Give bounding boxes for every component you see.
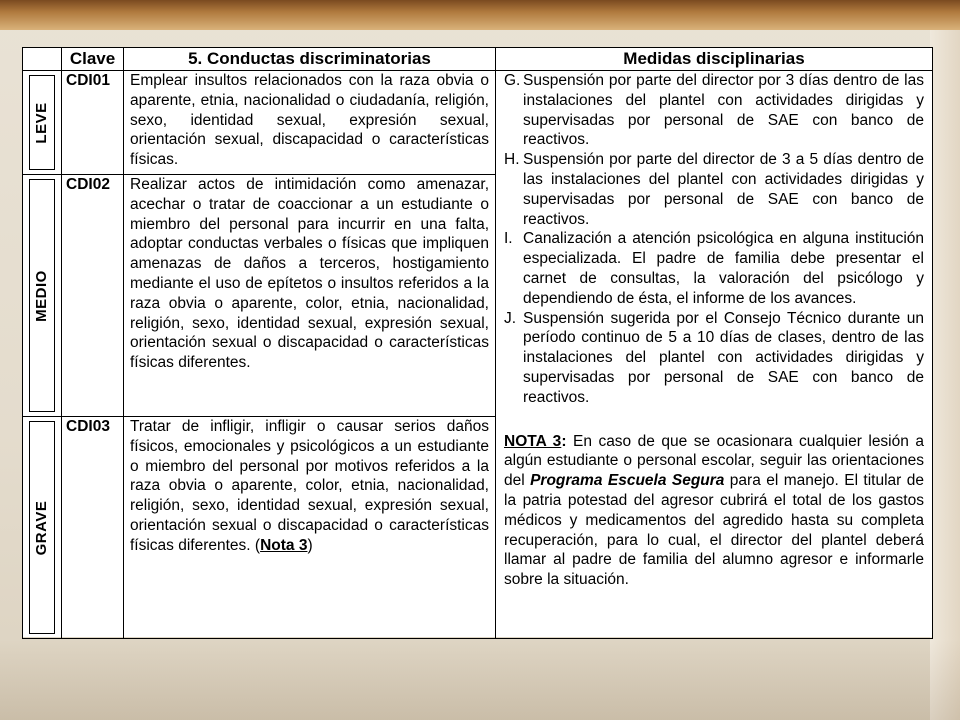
- level-cell: [23, 71, 62, 175]
- medida-text: Suspensión sugerida por el Consejo Técnico durante un período continuo de 5 a 10 días de clases, dentro de las instalaciones del plantel con actividades dirigidas y supervisadas por personal de SAE con banco de reactivos.: [523, 309, 924, 406]
- nota-label: NOTA 3: [504, 432, 562, 450]
- level-label: LEVE: [33, 101, 51, 144]
- medida-text: Suspensión por parte del director de 3 a 5 días dentro de las instalaciones del plantel con actividades dirigidas y supervisadas por personal de SAE con banco de reactivos.: [523, 151, 924, 228]
- conducta-text: Tratar de infligir, infligir o causar serios daños físicos, emocionales y psicológicos a un estudiante o miembro del personal por motivos referidos a la raza obvia o aparente, color, etnia, nacionalidad, religión, sexo, identidad sexual, expresión sexual, orientación sexual o discapacidad o características físicas diferentes. (: [130, 418, 489, 554]
- conducta-cell: [124, 417, 496, 639]
- medida-text: Canalización a atención psicológica en alguna institución especializada. El padre de familia debe presentar el carnet de consultas, la valoración del psicólogo y dependiendo de ésta, el informe de los avances.: [523, 230, 924, 307]
- program-name: Programa Escuela Segura: [530, 472, 725, 490]
- level-label: MEDIO: [33, 269, 51, 322]
- header-conductas: 5. Conductas discriminatorias: [124, 48, 496, 71]
- header-row: [23, 48, 933, 71]
- document-sheet: [22, 47, 932, 637]
- medida-letter: J.: [504, 309, 517, 327]
- nota-colon: :: [561, 432, 567, 450]
- table-row: [23, 71, 933, 175]
- medida-letter: I.: [504, 230, 513, 248]
- clave-cell: CDI01: [62, 71, 124, 175]
- medida-item: [504, 229, 924, 308]
- medida-item: [504, 150, 924, 229]
- medida-item: [504, 71, 924, 150]
- clave-cell: CDI02: [62, 175, 124, 417]
- medida-item: [504, 309, 924, 408]
- right-decor-band: [930, 30, 960, 720]
- bottom-decor-shade: [0, 640, 960, 720]
- top-decor-bar: [0, 0, 960, 30]
- conducta-cell: Realizar actos de intimidación como amenazar, acechar o tratar de coaccionar a un estudiante o miembro del personal para incurrir en una falta, adoptar conductas verbales o físicas que impliquen amenazas de daños a terceros, hostigamiento mediante el uso de epítetos o insultos referidos a la raza obvia o aparente, color, etnia, nacionalidad, religión, sexo, identidad sexual, expresión sexual, orientación sexual o discapacidad o características físicas diferentes.: [124, 175, 496, 417]
- header-clave: Clave: [62, 48, 124, 71]
- nota-text: En caso de que se ocasionara cualquier lesión a algún estudiante o personal escolar, seguir las orientaciones del: [504, 432, 924, 490]
- level-label: GRAVE: [33, 500, 51, 555]
- medidas-cell: [496, 71, 933, 639]
- medida-text: Suspensión por parte del director por 3 días dentro de las instalaciones del plantel con actividades dirigidas y supervisadas por personal de SAE con banco de reactivos.: [523, 72, 924, 149]
- clave-cell: CDI03: [62, 417, 124, 639]
- nota-text: para el manejo. El titular de la patria potestad del agresor cubrirá el total de los gastos médicos y medicamentos del agredido hasta su completa recuperación, para lo cual, el director del plantel deberá llamar al padre de familia del alumno agresor e informarle sobre la situación.: [504, 472, 924, 589]
- header-level: [23, 48, 62, 71]
- level-cell: [23, 175, 62, 417]
- conducta-close: ): [307, 536, 313, 554]
- spacer: [504, 408, 924, 432]
- nota-paragraph: [504, 432, 924, 590]
- discipline-table: [22, 47, 933, 639]
- nota-reference: Nota 3: [260, 536, 308, 554]
- header-medidas: Medidas disciplinarias: [496, 48, 933, 71]
- conducta-cell: Emplear insultos relacionados con la raza obvia o aparente, etnia, nacionalidad o ciudadanía, religión, sexo, identidad sexual, expresión sexual, orientación sexual, discapacidad o características físicas.: [124, 71, 496, 175]
- level-cell: [23, 417, 62, 639]
- medida-letter: G.: [504, 72, 521, 89]
- medida-letter: H.: [504, 151, 520, 169]
